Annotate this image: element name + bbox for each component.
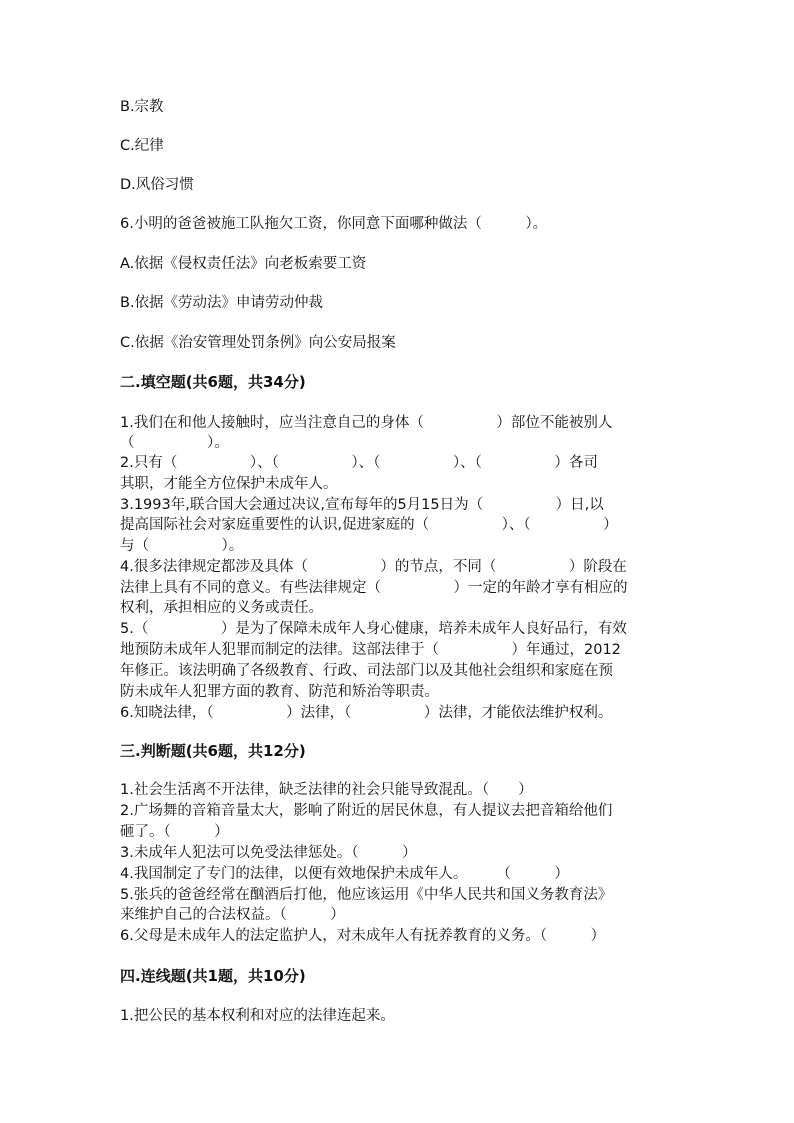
option-b-religion: B.宗教 (120, 99, 164, 115)
section-4-heading: 四.连线题(共1题，共10分) (120, 967, 306, 985)
section-3-heading: 三.判断题(共6题，共12分) (120, 742, 306, 760)
judge-q5-line1: 5.张兵的爸爸经常在酗酒后打他，他应该运用《中华人民共和国义务教育法》 (120, 887, 613, 903)
judge-q1: 1.社会生活离不开法律，缺乏法律的社会只能导致混乱。（ ） (120, 782, 533, 798)
question-6-option-c: C.依据《治安管理处罚条例》向公安局报案 (120, 335, 396, 351)
fill-q5-line2: 地预防未成年人犯罪而制定的法律。这部法律于（ ）年通过，2012 (120, 642, 621, 658)
judge-q5-line2: 来维护自己的合法权益。（ ） (120, 907, 345, 923)
matching-q1: 1.把公民的基本权利和对应的法律连起来。 (120, 1008, 395, 1024)
fill-q3-line3: 与（ ）。 (120, 538, 244, 554)
judge-q2-line1: 2.广场舞的音箱音量太大，影响了附近的居民休息，有人提议去把音箱给他们 (120, 803, 613, 819)
judge-q6: 6.父母是未成年人的法定监护人，对未成年人有抚养教育的义务。（ ） (120, 928, 606, 944)
question-6-option-a: A.依据《侵权责任法》向老板索要工资 (120, 256, 367, 272)
question-6-option-b: B.依据《劳动法》申请劳动仲裁 (120, 295, 324, 311)
fill-q5-line3: 年修正。该法明确了各级教育、行政、司法部门以及其他社会组织和家庭在预 (120, 663, 613, 679)
judge-q2-line2: 砸了。（ ） (120, 824, 229, 840)
question-6-text: 6.小明的爸爸被施工队拖欠工资，你同意下面哪种做法（ ）。 (120, 216, 548, 232)
fill-q1-line2: （ ）。 (120, 435, 229, 451)
fill-q2-line2: 其职，才能全方位保护未成年人。 (120, 476, 338, 492)
fill-q6-line1: 6.知晓法律，（ ）法律，（ ）法律，才能依法维护权利。 (120, 705, 613, 721)
judge-q3: 3.未成年人犯法可以免受法律惩处。（ ） (120, 845, 417, 861)
fill-q2-line1: 2.只有（ ）、（ ）、（ ）、（ ）各司 (120, 455, 598, 471)
option-c-discipline: C.纪律 (120, 138, 164, 154)
fill-q5-line1: 5.（ ）是为了保障未成年人身心健康，培养未成年人良好品行，有效 (120, 621, 627, 637)
fill-q4-line3: 权利，承担相应的义务或责任。 (120, 600, 323, 616)
fill-q5-line4: 防未成年人犯罪方面的教育、防范和矫治等职责。 (120, 684, 439, 700)
section-2-heading: 二.填空题(共6题，共34分) (120, 373, 306, 391)
fill-q3-line1: 3.1993年,联合国大会通过决议,宣布每年的5月15日为（ ）日,以 (120, 497, 604, 513)
fill-q4-line2: 法律上具有不同的意义。有些法律规定（ ）一定的年龄才享有相应的 (120, 580, 628, 596)
fill-q1-line1: 1.我们在和他人接触时，应当注意自己的身体（ ）部位不能被别人 (120, 415, 613, 431)
fill-q4-line1: 4.很多法律规定都涉及具体（ ）的节点，不同（ ）阶段在 (120, 559, 627, 575)
option-d-customs: D.风俗习惯 (120, 177, 194, 193)
fill-q3-line2: 提高国际社会对家庭重要性的认识,促进家庭的（ ）、（ ） (120, 517, 618, 533)
judge-q4: 4.我国制定了专门的法律，以便有效地保护未成年人。 （ ） (120, 866, 569, 882)
